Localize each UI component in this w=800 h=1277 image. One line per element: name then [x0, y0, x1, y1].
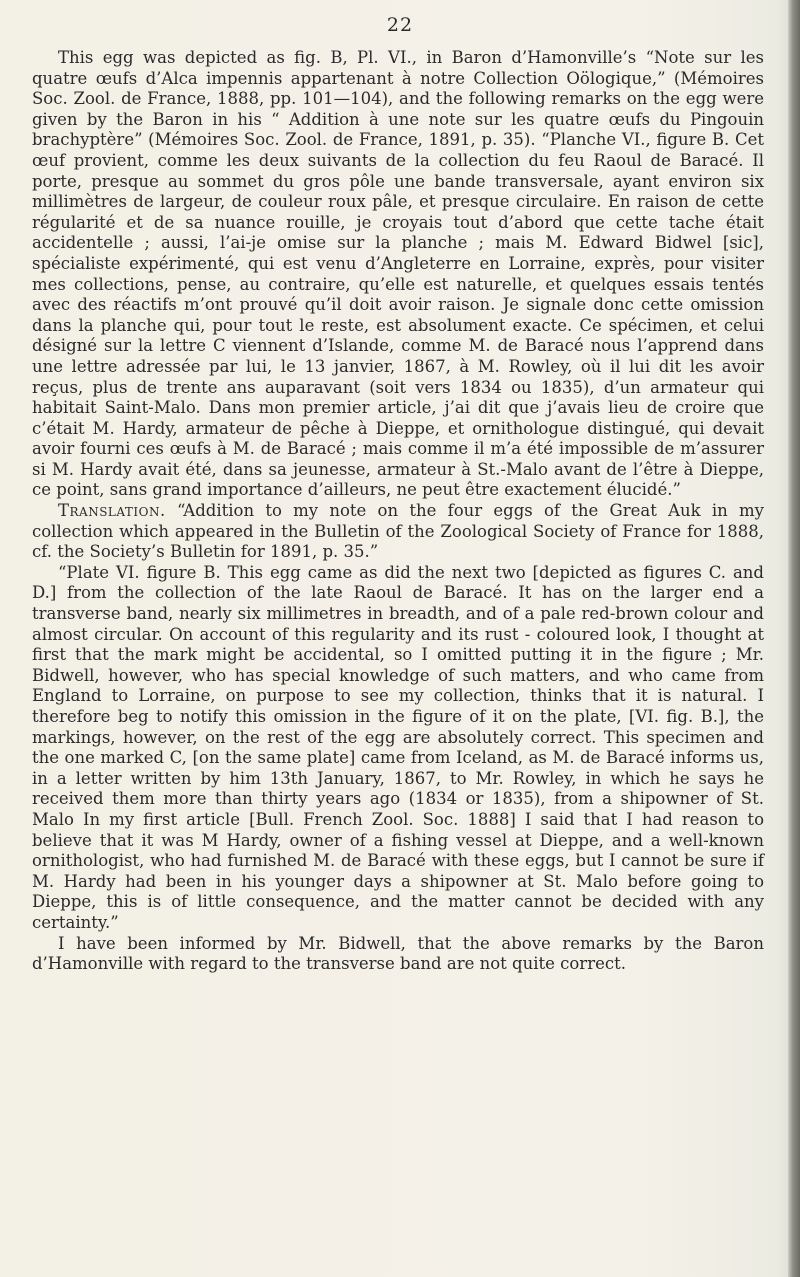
- paragraph-translation-intro: [32, 501, 764, 563]
- body-text: [32, 48, 764, 975]
- translation-intro-text: “Addition to my note on the four eggs of the Great Auk in my collection which appeared in the Bulletin of the Zoological Society of France for 1888, cf. the Society’s Bulletin for 1891, p. 35.”: [32, 501, 764, 562]
- page-edge-shadow: [788, 0, 800, 1277]
- page-number: 22: [386, 14, 414, 36]
- paragraph-closing-note: I have been informed by Mr. Bidwell, that the above remarks by the Baron d’Hamonville with regard to the transverse band are not quite correct.: [32, 933, 764, 974]
- translation-label: Translation.: [58, 501, 166, 521]
- paragraph-translation-body: “Plate VI. figure B. This egg came as did the next two [depicted as figures C. and D.] from the collection of the late Raoul de Baracé. It has on the larger end a transverse band, nearly six millimetres in breadth, and of a pale red-brown colour and almost circular. On account of this regularity and its rust - coloured look, I thought at first that the mark might be accidental, so I omitted putting it in the figure ; Mr. Bidwell, however, who has special knowledge of such matters, and who came from England to Lorraine, on purpose to see my collection, thinks that it is natural. I therefore beg to notify this omission in the figure of it on the plate, [VI. fig. B.], the markings, however, on the rest of the egg are absolutely correct. This specimen and the one marked C, [on the same plate] came from Iceland, as M. de Baracé informs us, in a letter written by him 13th January, 1867, to Mr. Rowley, in which he says he received them more than thirty years ago (1834 or 1835), from a shipowner of St. Malo In my first article [Bull. French Zool. Soc. 1888] I said that I had reason to believe that it was M Hardy, owner of a fishing vessel at Dieppe, and a well-known ornithologist, who had furnished M. de Baracé with these eggs, but I cannot be sure if M. Hardy had been in his younger days a shipowner at St. Malo before going to Dieppe, this is of little consequence, and the matter cannot be decided with any certainty.”: [32, 562, 764, 932]
- paragraph-french-quote: This egg was depicted as fig. B, Pl. VI., in Baron d’Hamonville’s “Note sur les quatre œufs d’Alca impennis appartenant à notre Collection Oölogique,” (Mémoires Soc. Zool. de France, 1888, pp. 101—104), and the following remarks on the egg were given by the Baron in his “ Addition à une note sur les quatre œufs du Pingouin brachyptère” (Mémoires Soc. Zool. de France, 1891, p. 35). “Planche VI., figure B. Cet œuf provient, comme les deux suivants de la collection du feu Raoul de Baracé. Il porte, presque au sommet du gros pôle une bande transversale, ayant environ six millimètres de largeur, de couleur roux pâle, et presque circulaire. En raison de cette régularité et de sa nuance rouille, je croyais tout d’abord que cette tache était accidentelle ; aussi, l’ai-je omise sur la planche ; mais M. Edward Bidwel [sic], spécialiste expérimenté, qui est venu d’Angleterre en Lorraine, exprès, pour visiter mes collections, pense, au contraire, qu’elle est naturelle, et quelques essais tentés avec des réactifs m’ont prouvé qu’il doit avoir raison. Je signale donc cette omission dans la planche qui, pour tout le reste, est absolument exacte. Ce spécimen, et celui désigné sur la lettre C viennent d’Islande, comme M. de Baracé nous l’apprend dans une lettre adressée par lui, le 13 janvier, 1867, à M. Rowley, où il lui dit les avoir reçus, plus de trente ans auparavant (soit vers 1834 ou 1835), d’un armateur qui habitait Saint-Malo. Dans mon premier article, j’ai dit que j’avais lieu de croire que c’était M. Hardy, armateur de pêche à Dieppe, et ornithologue distingué, qui devait avoir fourni ces œufs à M. de Baracé ; mais comme il m’a été impossible de m’assurer si M. Hardy avait été, dans sa jeunesse, armateur à St.-Malo avant de l’être à Dieppe, ce point, sans grand importance d’ailleurs, ne peut être exactement élucidé.”: [32, 48, 764, 500]
